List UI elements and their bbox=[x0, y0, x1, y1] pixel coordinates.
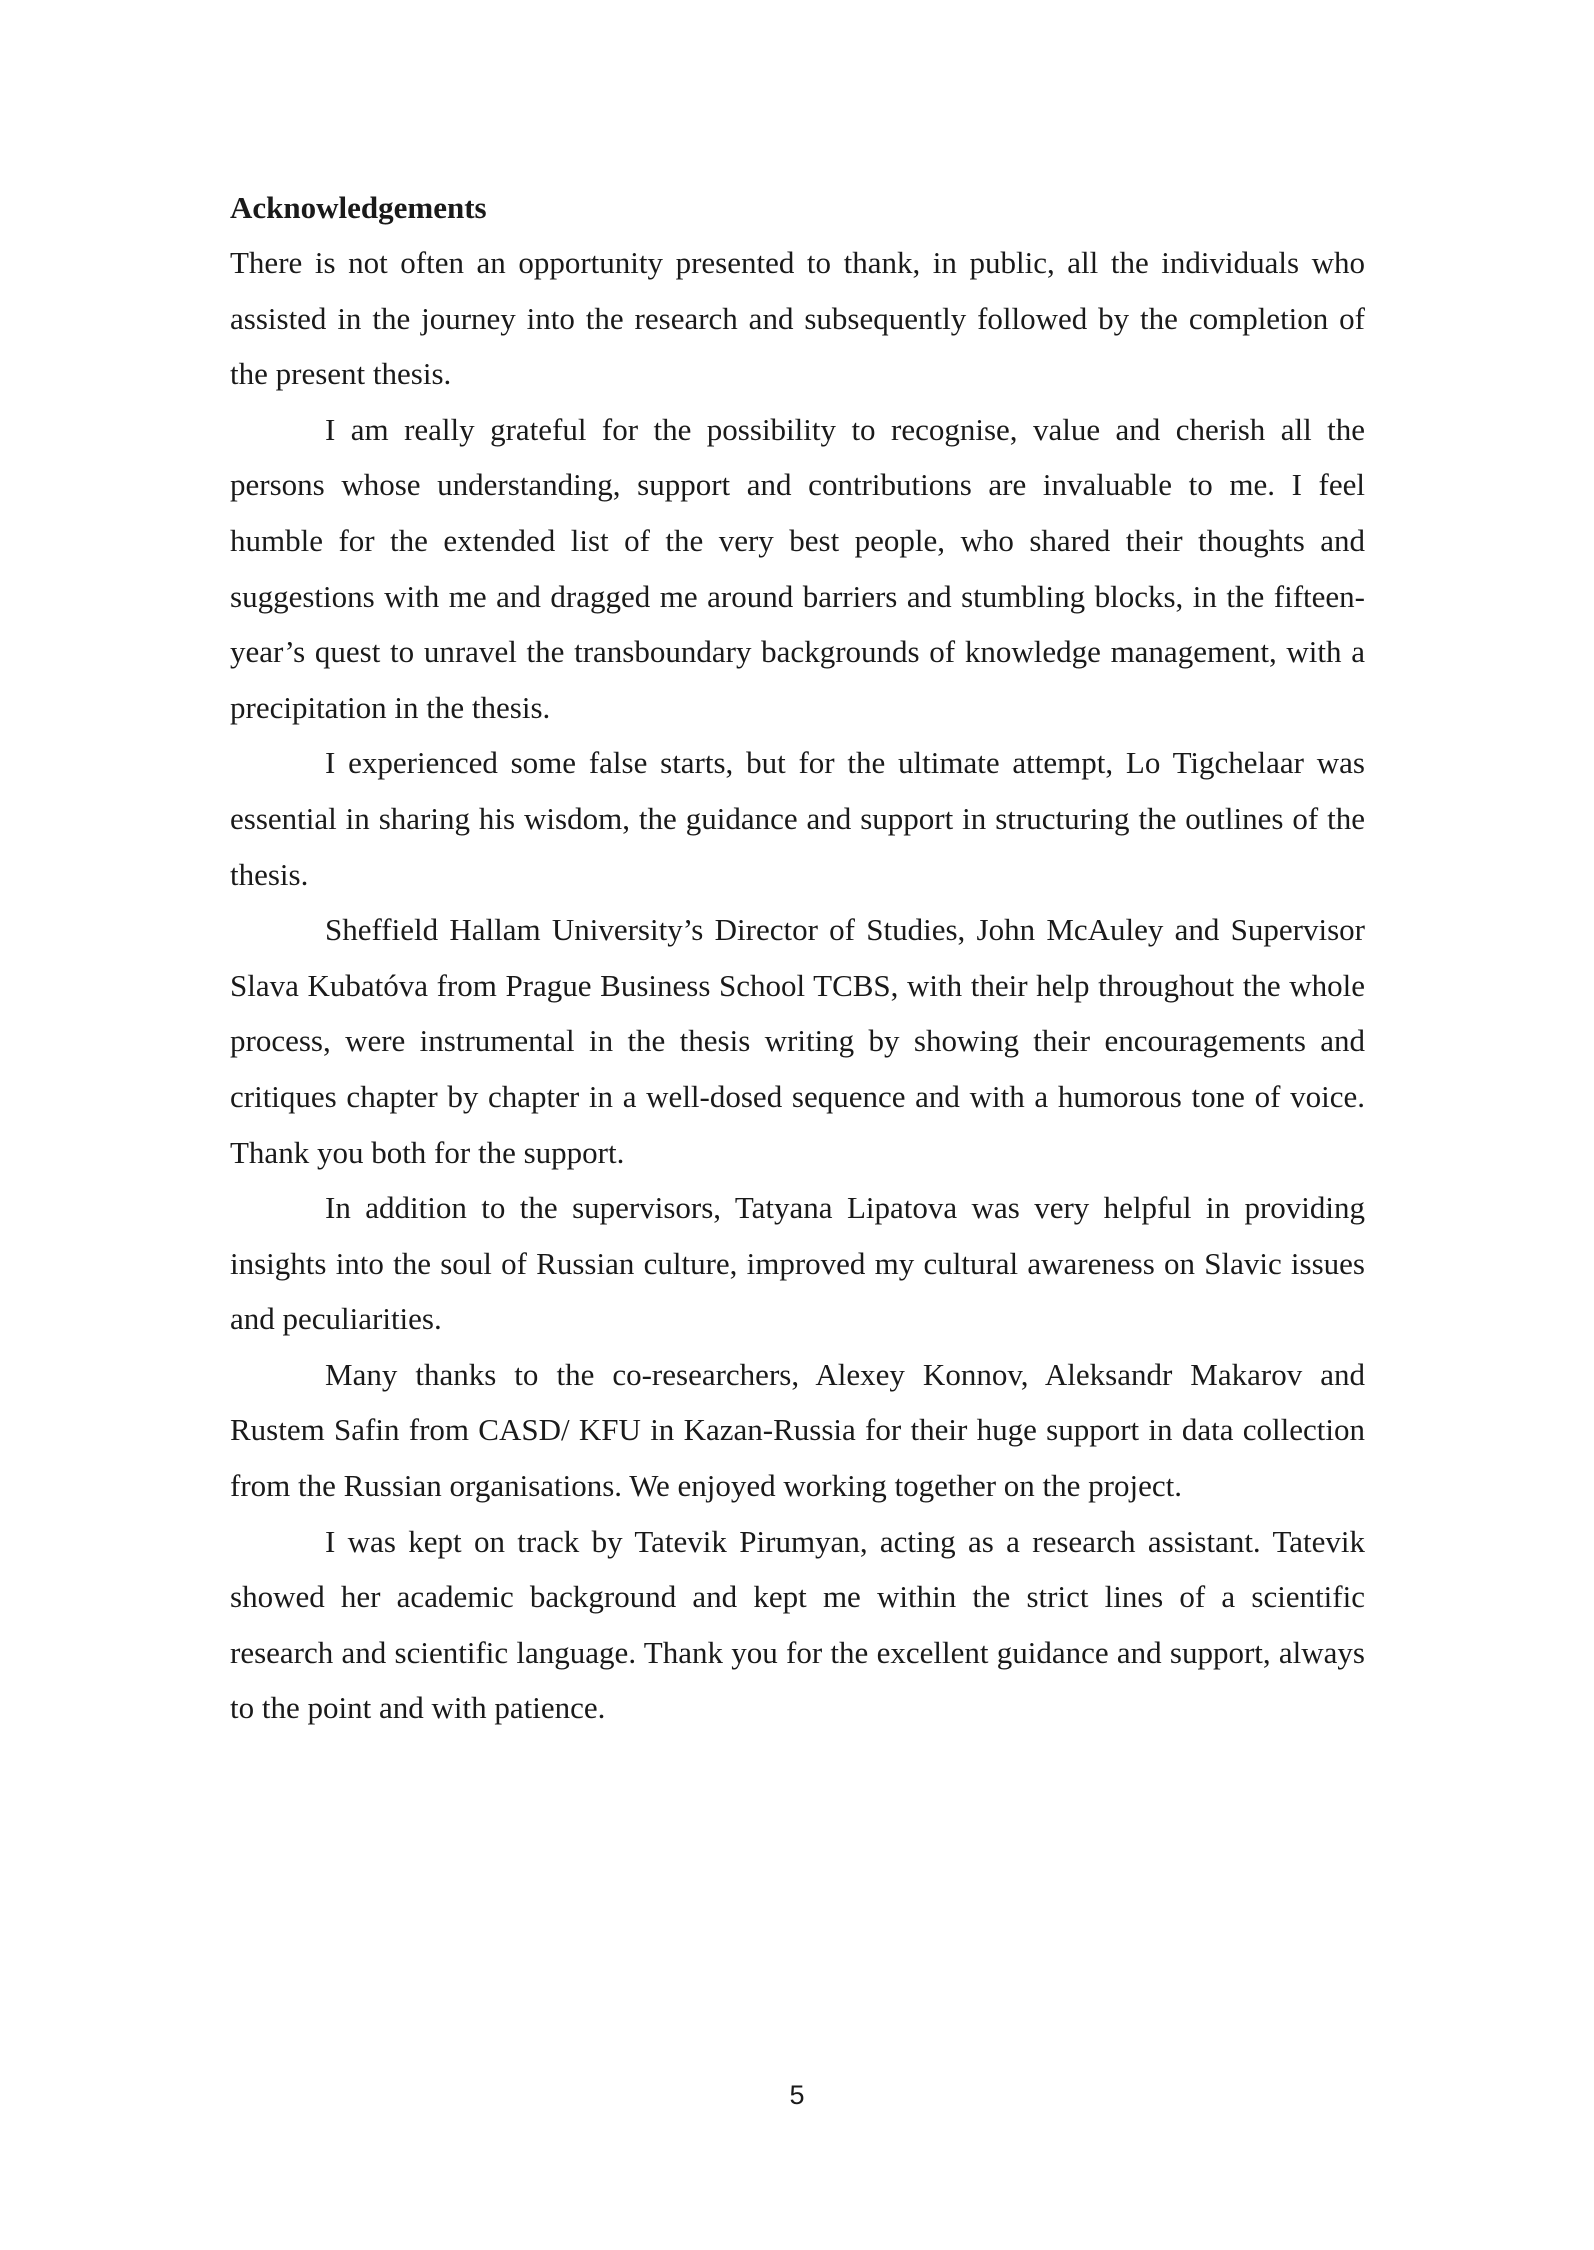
paragraph-supervisors: Sheffield Hallam University’s Director of Studies, John McAuley and Supervisor Slava Kubatóva from Prague Business School TCBS, with their help throughout the whole process, were instrumental in the thesis writing by showing their encouragements and critiques chapter by chapter in a well-dosed sequence and with a humorous tone of voice. Thank you both for the support. bbox=[230, 912, 1365, 1170]
paragraph-tigchelaar: I experienced some false starts, but for the ultimate attempt, Lo Tigchelaar was essential in sharing his wisdom, the guidance and support in structuring the outlines of the thesis. bbox=[230, 745, 1365, 892]
paragraph-gratitude: I am really grateful for the possibility to recognise, value and cherish all the persons whose understanding, support and contributions are invaluable to me. I feel humble for the extended list of the very best people, who shared their thoughts and suggestions with me and dragged me around barriers and stumbling blocks, in the fifteen-year’s quest to unravel the transboundary backgrounds of knowledge management, with a precipitation in the thesis. bbox=[230, 411, 1365, 725]
paragraph-intro: There is not often an opportunity presented to thank, in public, all the individuals who assisted in the journey into the research and subsequently followed by the completion of the present thesis. bbox=[230, 245, 1365, 392]
paragraph-lipatova: In addition to the supervisors, Tatyana Lipatova was very helpful in providing insights into the soul of Russian culture, improved my cultural awareness on Slavic issues and peculiarities. bbox=[230, 1190, 1365, 1337]
paragraph-co-researchers: Many thanks to the co-researchers, Alexey Konnov, Aleksandr Makarov and Rustem Safin from CASD/ KFU in Kazan-Russia for their huge support in data collection from the Russian organisations. We enjoyed working together on the project. bbox=[230, 1356, 1365, 1504]
paragraph-pirumyan: I was kept on track by Tatevik Pirumyan, acting as a research assistant. Tatevik showed her academic background and kept me within the strict lines of a scientific research and scientific language. Thank you for the excellent guidance and support, always to the point and with patience. bbox=[230, 1523, 1365, 1726]
page-body bbox=[230, 180, 1365, 1736]
section-heading: Acknowledgements bbox=[230, 190, 487, 225]
page-number: 5 bbox=[789, 2080, 805, 2110]
